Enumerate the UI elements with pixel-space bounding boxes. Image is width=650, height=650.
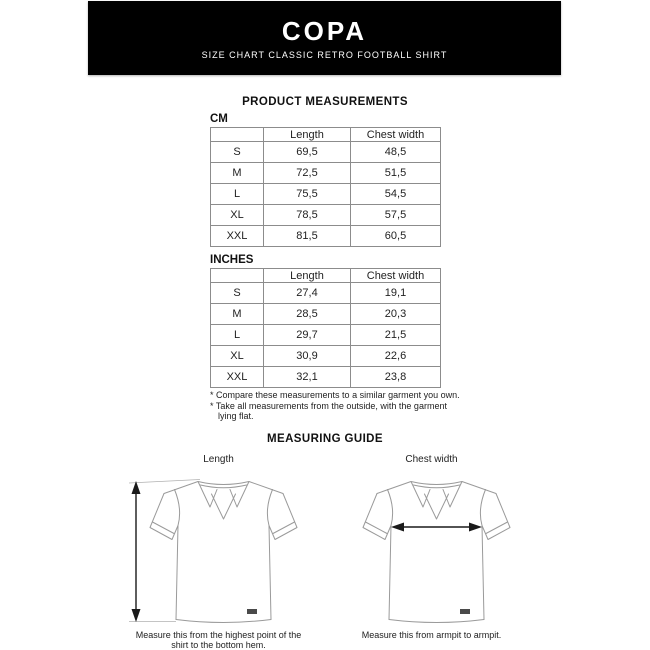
- measuring-guide-diagrams: [0, 454, 650, 650]
- length-cell: 32,1: [264, 367, 351, 388]
- care-label: [460, 609, 470, 614]
- footnote: * Compare these measurements to a similar garment you own.: [210, 390, 460, 400]
- size-cell: L: [211, 184, 264, 205]
- footnote: * Take all measurements from the outside, with the garment lying flat.: [210, 400, 447, 421]
- length-cell: 75,5: [264, 184, 351, 205]
- size-cell: L: [211, 325, 264, 346]
- inches-size-table: [210, 268, 441, 388]
- size-cell: S: [211, 142, 264, 163]
- chest-width-cell: 48,5: [351, 142, 441, 163]
- length-column-header: Length: [264, 269, 351, 283]
- length-caption: Measure this from the highest point of the shirt to the bottom hem.: [135, 629, 302, 650]
- chest-width-column-header: Chest width: [351, 128, 441, 142]
- brand-banner: [88, 1, 561, 75]
- table-row: [211, 283, 441, 304]
- chest-width-cell: 19,1: [351, 283, 441, 304]
- table-row: [211, 142, 441, 163]
- vertical-double-arrow-icon: [129, 479, 200, 622]
- footnotes: [210, 390, 466, 422]
- chest-width-cell: 20,3: [351, 304, 441, 325]
- chest-width-cell: 22,6: [351, 346, 441, 367]
- length-cell: 78,5: [264, 205, 351, 226]
- product-measurements-title: PRODUCT MEASUREMENTS: [242, 96, 408, 108]
- length-diagram-label: Length: [203, 453, 234, 465]
- chest-width-cell: 60,5: [351, 226, 441, 247]
- length-diagram: [112, 454, 325, 650]
- size-cell: M: [211, 163, 264, 184]
- chest-width-caption: Measure this from armpit to armpit.: [361, 629, 502, 640]
- shirt-outline-icon: [150, 481, 297, 622]
- size-cell: M: [211, 304, 264, 325]
- length-cell: 28,5: [264, 304, 351, 325]
- chest-width-diagram: [325, 454, 538, 650]
- size-column-header: [211, 269, 264, 283]
- chest-width-column-header: Chest width: [351, 269, 441, 283]
- unit-label-cm: CM: [210, 113, 228, 125]
- size-column-header: [211, 128, 264, 142]
- horizontal-double-arrow-icon: [391, 522, 482, 531]
- care-label: [247, 609, 257, 614]
- table-row: [211, 205, 441, 226]
- table-row: [211, 304, 441, 325]
- chest-width-cell: 21,5: [351, 325, 441, 346]
- table-header-row: [211, 128, 441, 142]
- length-cell: 29,7: [264, 325, 351, 346]
- length-cell: 30,9: [264, 346, 351, 367]
- banner-subtitle: SIZE CHART CLASSIC RETRO FOOTBALL SHIRT: [201, 49, 448, 60]
- size-cell: XXL: [211, 226, 264, 247]
- size-cell: S: [211, 283, 264, 304]
- chest-width-cell: 57,5: [351, 205, 441, 226]
- length-cell: 69,5: [264, 142, 351, 163]
- length-cell: 72,5: [264, 163, 351, 184]
- unit-label-inches: INCHES: [210, 254, 254, 266]
- length-shirt-illustration: [116, 468, 321, 628]
- table-row: [211, 226, 441, 247]
- size-cell: XL: [211, 205, 264, 226]
- chest-width-shirt-illustration: [329, 468, 534, 628]
- measurement-tables-section: [210, 113, 466, 422]
- measuring-guide-title: MEASURING GUIDE: [267, 432, 383, 445]
- size-cell: XXL: [211, 367, 264, 388]
- length-cell: 81,5: [264, 226, 351, 247]
- table-row: [211, 346, 441, 367]
- table-row: [211, 367, 441, 388]
- table-row: [211, 325, 441, 346]
- chest-width-cell: 51,5: [351, 163, 441, 184]
- length-column-header: Length: [264, 128, 351, 142]
- chest-width-diagram-label: Chest width: [405, 453, 458, 465]
- size-cell: XL: [211, 346, 264, 367]
- table-header-row: [211, 269, 441, 283]
- table-row: [211, 184, 441, 205]
- shirt-outline-icon: [363, 481, 510, 622]
- chest-width-cell: 54,5: [351, 184, 441, 205]
- copa-logo: COPA: [281, 15, 368, 46]
- length-cell: 27,4: [264, 283, 351, 304]
- cm-size-table: [210, 127, 441, 247]
- chest-width-cell: 23,8: [351, 367, 441, 388]
- table-row: [211, 163, 441, 184]
